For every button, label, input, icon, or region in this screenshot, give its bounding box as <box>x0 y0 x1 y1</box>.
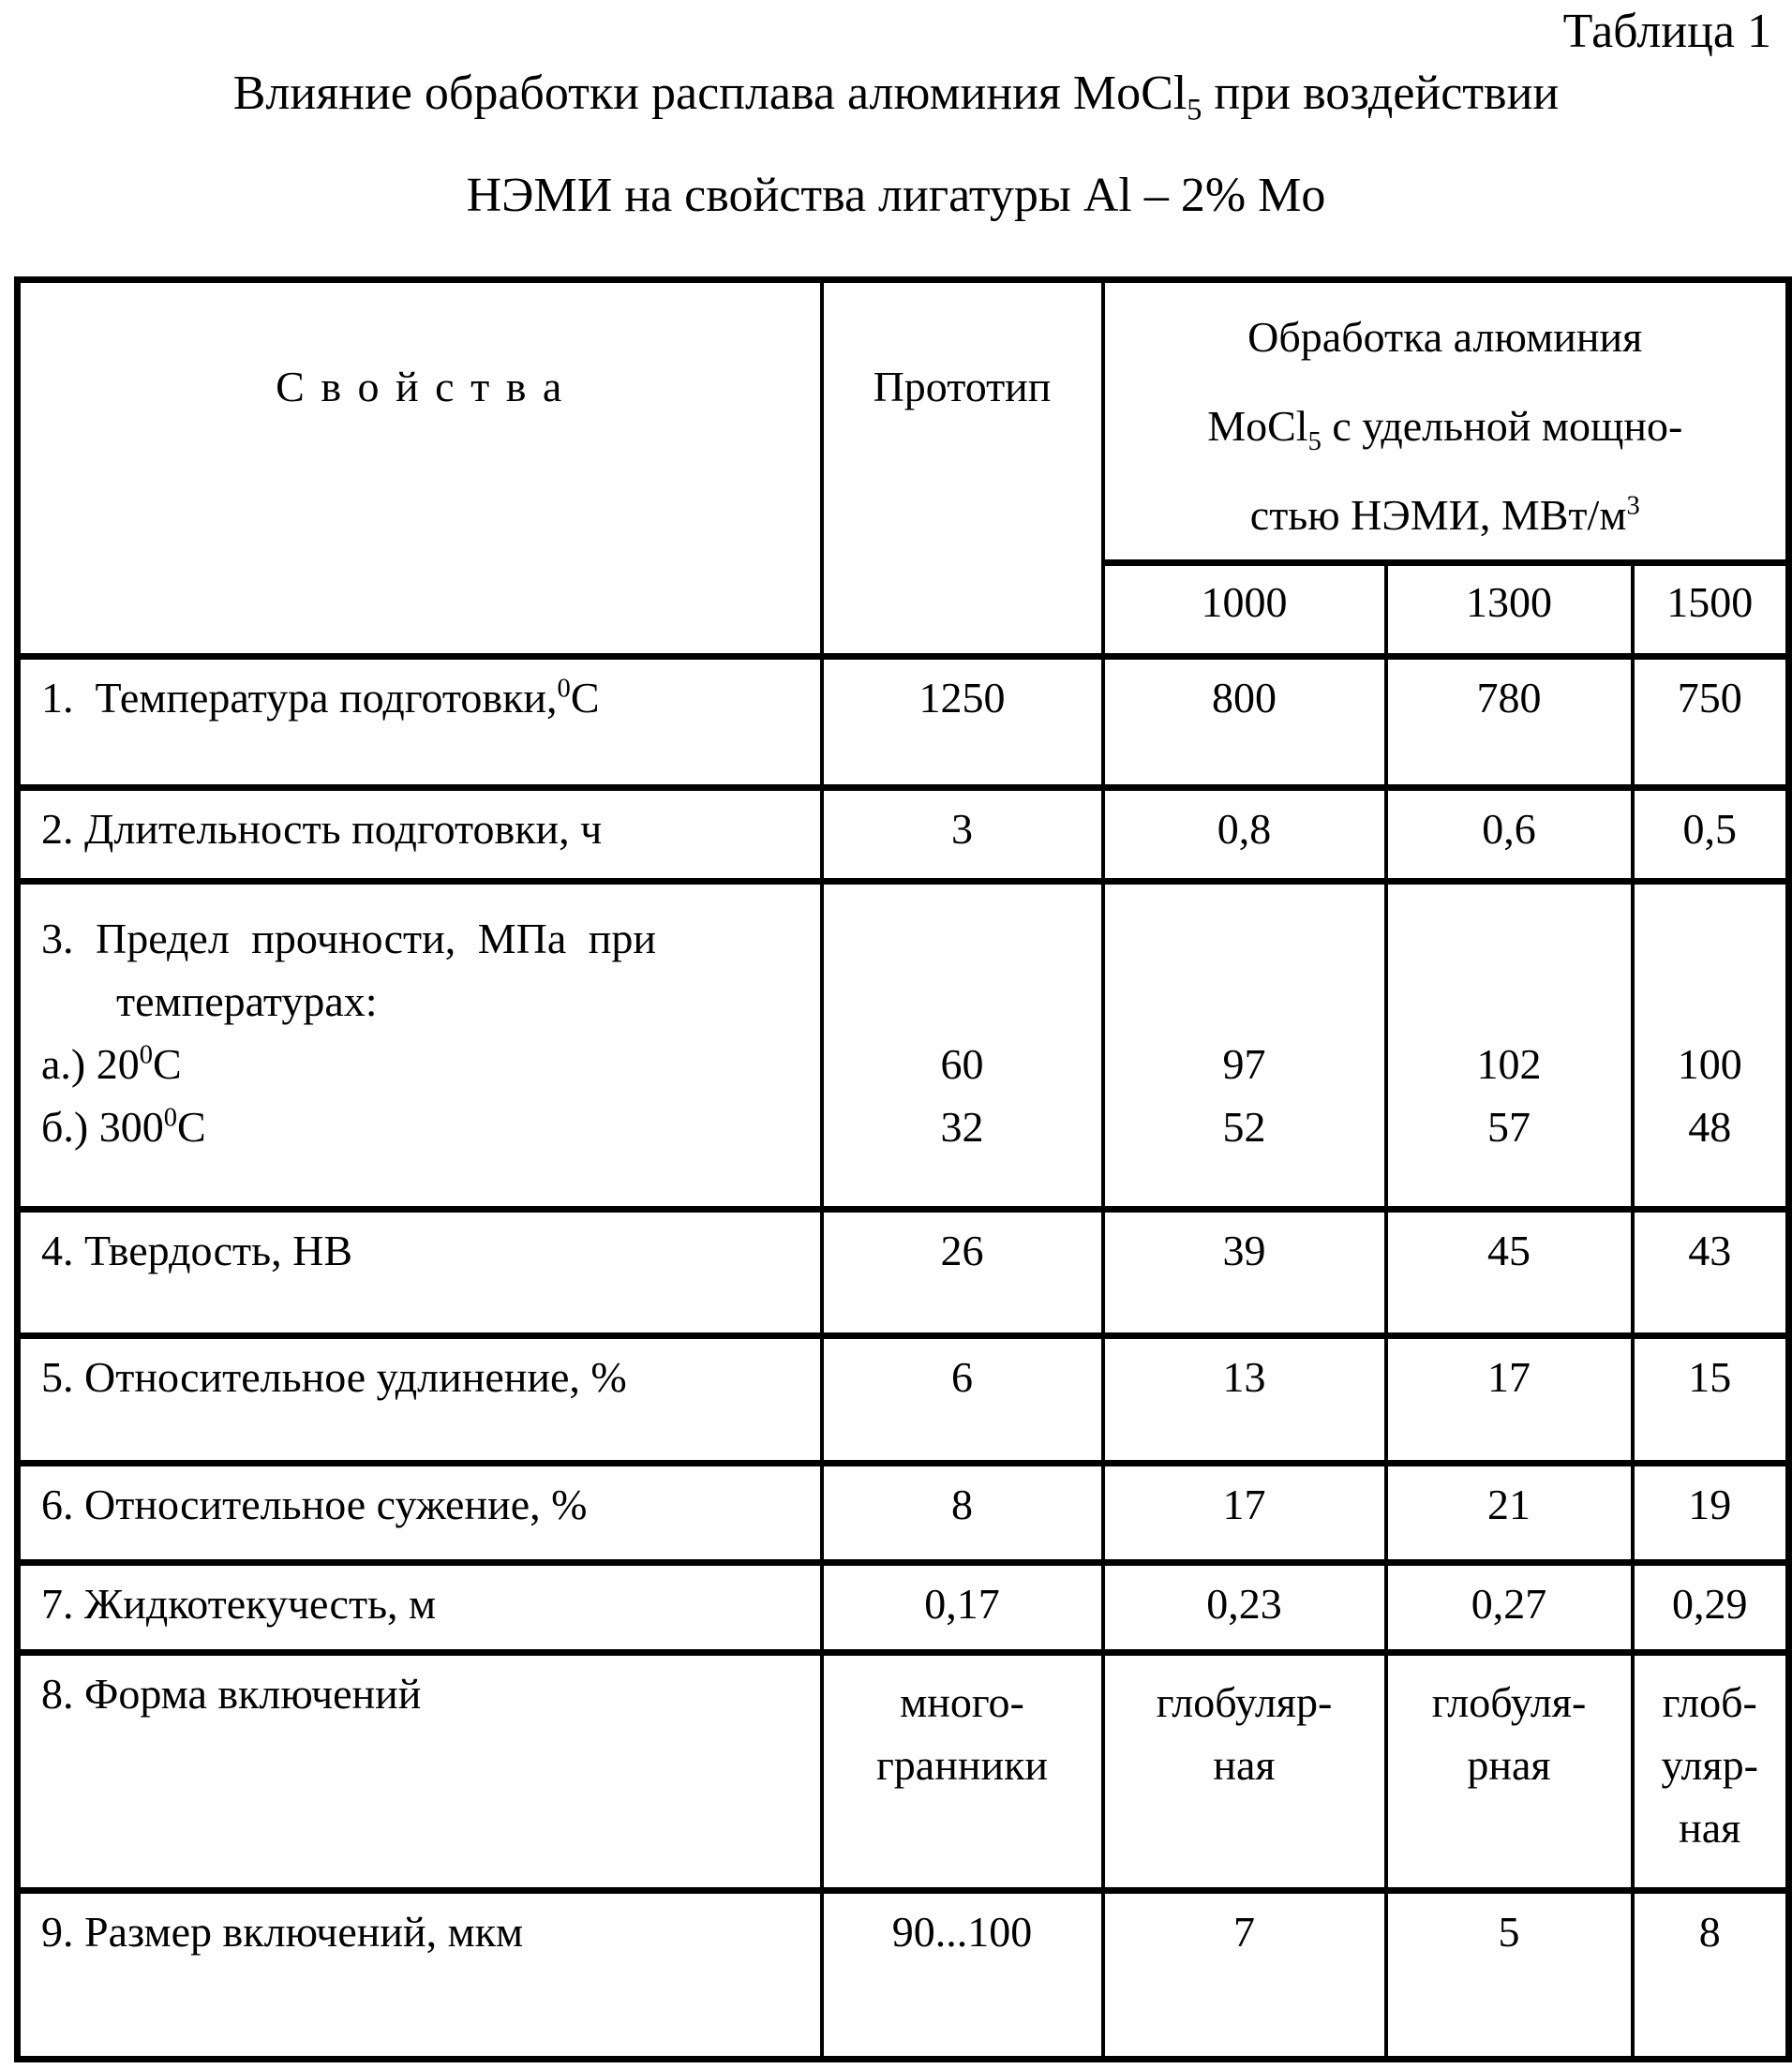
value-1300: 780 <box>1386 657 1633 788</box>
value-at-300C: 32 <box>940 1103 984 1151</box>
property-cell: 6. Относительное сужение, % <box>18 1464 822 1563</box>
value-1500 <box>1633 882 1789 1210</box>
property-label: 1. Температура подготовки, <box>41 674 558 722</box>
unit-text: стью НЭМИ, МВт/м <box>1249 491 1627 539</box>
table-row-inclusion-size <box>18 1891 1789 2060</box>
prototype-value: 26 <box>822 1210 1103 1336</box>
caption-text: Влияние обработки расплава алюминия MoCl <box>232 67 1187 120</box>
value-1300: 5 <box>1386 1891 1633 2060</box>
table-caption <box>0 66 1792 223</box>
value-line: гранники <box>875 1741 1049 1789</box>
properties-table <box>14 276 1792 2062</box>
subscript: 5 <box>1187 92 1202 127</box>
value-1300: 0,27 <box>1386 1563 1633 1653</box>
value-1300: 0,6 <box>1386 788 1633 882</box>
value-1500 <box>1633 1653 1789 1891</box>
value-1000: 17 <box>1103 1464 1386 1563</box>
property-cell <box>18 882 822 1210</box>
value-1300: 21 <box>1386 1464 1633 1563</box>
value-at-20C: 97 <box>1222 1040 1266 1088</box>
formula-text: с удельной мощно- <box>1321 402 1683 450</box>
value-at-300C: 48 <box>1688 1103 1732 1151</box>
prototype-value <box>822 882 1103 1210</box>
value-1000 <box>1103 882 1386 1210</box>
value-at-300C: 57 <box>1487 1103 1531 1151</box>
value-line: ная <box>1679 1804 1741 1852</box>
header-cell-prototype: Прототип <box>822 280 1103 657</box>
sub-item-a <box>41 1033 813 1095</box>
property-label-line-2: температурах: <box>116 977 378 1025</box>
value-1300 <box>1386 1653 1633 1891</box>
treatment-header-line-3 <box>1105 470 1786 559</box>
property-label: С <box>570 674 600 722</box>
sub-item-label: С <box>153 1040 182 1088</box>
value-line: ная <box>1213 1741 1276 1789</box>
value-1500: 19 <box>1633 1464 1789 1563</box>
value-1300: 17 <box>1386 1336 1633 1464</box>
value-1000: 13 <box>1103 1336 1386 1464</box>
table-row-duration <box>18 788 1789 882</box>
value-1500: 0,5 <box>1633 788 1789 882</box>
caption-line-2: НЭМИ на свойства лигатуры Al – 2% Mo <box>466 169 1326 222</box>
treatment-header-line-1: Обработка алюминия <box>1247 313 1643 361</box>
sub-item-b <box>41 1095 813 1158</box>
formula-text: MoCl <box>1207 402 1308 450</box>
sub-item-label: б.) 300 <box>41 1103 164 1151</box>
caption-text: при воздействии <box>1202 67 1560 120</box>
value-at-20C: 60 <box>940 1040 984 1088</box>
property-cell: 4. Твердость, НВ <box>18 1210 822 1336</box>
property-cell <box>18 657 822 788</box>
prototype-value: 1250 <box>822 657 1103 788</box>
value-1500: 15 <box>1633 1336 1789 1464</box>
sub-item-label: С <box>177 1103 206 1151</box>
value-1000: 39 <box>1103 1210 1386 1336</box>
property-cell: 8. Форма включений <box>18 1653 822 1891</box>
value-at-20C: 100 <box>1677 1040 1742 1088</box>
caption-line-1 <box>0 66 1792 127</box>
prototype-value: 90...100 <box>822 1891 1103 2060</box>
value-1000: 0,23 <box>1103 1563 1386 1653</box>
superscript: 3 <box>1626 491 1640 521</box>
property-label-line-1: 3. Предел прочности, МПа при <box>41 915 657 962</box>
table-row-contraction <box>18 1464 1789 1563</box>
header-row-main <box>18 280 1789 563</box>
value-1500: 0,29 <box>1633 1563 1789 1653</box>
value-1000: 0,8 <box>1103 788 1386 882</box>
value-line: много- <box>900 1678 1024 1726</box>
table-row-inclusion-shape <box>18 1653 1789 1891</box>
table-row-temperature <box>18 657 1789 788</box>
prototype-value: 0,17 <box>822 1563 1103 1653</box>
value-1500: 43 <box>1633 1210 1789 1336</box>
property-cell: 2. Длительность подготовки, ч <box>18 788 822 882</box>
value-1300: 45 <box>1386 1210 1633 1336</box>
value-line: уляр- <box>1661 1741 1758 1789</box>
header-cell-power-1300: 1300 <box>1386 563 1633 657</box>
property-cell: 5. Относительное удлинение, % <box>18 1336 822 1464</box>
table-row-elongation <box>18 1336 1789 1464</box>
prototype-value: 8 <box>822 1464 1103 1563</box>
value-at-300C: 52 <box>1222 1103 1266 1151</box>
property-cell: 7. Жидкотекучесть, м <box>18 1563 822 1653</box>
value-1000: 7 <box>1103 1891 1386 2060</box>
value-1000: 800 <box>1103 657 1386 788</box>
sub-item-label: а.) 20 <box>41 1040 140 1088</box>
superscript: 0 <box>163 1103 177 1133</box>
treatment-header-line-2 <box>1105 381 1786 470</box>
value-line: рная <box>1467 1741 1551 1789</box>
prototype-value <box>822 1653 1103 1891</box>
subscript: 5 <box>1307 427 1322 457</box>
value-1300 <box>1386 882 1633 1210</box>
value-1500: 750 <box>1633 657 1789 788</box>
value-line: глобуляр- <box>1156 1678 1333 1726</box>
table-row-fluidity <box>18 1563 1789 1653</box>
superscript: 0 <box>139 1040 154 1070</box>
superscript: 0 <box>557 674 571 704</box>
value-line: глобуля- <box>1431 1678 1587 1726</box>
header-cell-treatment-group <box>1103 280 1789 563</box>
value-1500: 8 <box>1633 1891 1789 2060</box>
value-line: глоб- <box>1662 1678 1757 1726</box>
header-cell-power-1000: 1000 <box>1103 563 1386 657</box>
header-cell-power-1500: 1500 <box>1633 563 1789 657</box>
table-row-strength <box>18 882 1789 1210</box>
value-1000 <box>1103 1653 1386 1891</box>
property-cell: 9. Размер включений, мкм <box>18 1891 822 2060</box>
table-row-hardness <box>18 1210 1789 1336</box>
value-at-20C: 102 <box>1476 1040 1542 1088</box>
header-cell-properties: С в о й с т в а <box>18 280 822 657</box>
prototype-value: 6 <box>822 1336 1103 1464</box>
prototype-value: 3 <box>822 788 1103 882</box>
table-number-label: Таблица 1 <box>1562 5 1771 58</box>
